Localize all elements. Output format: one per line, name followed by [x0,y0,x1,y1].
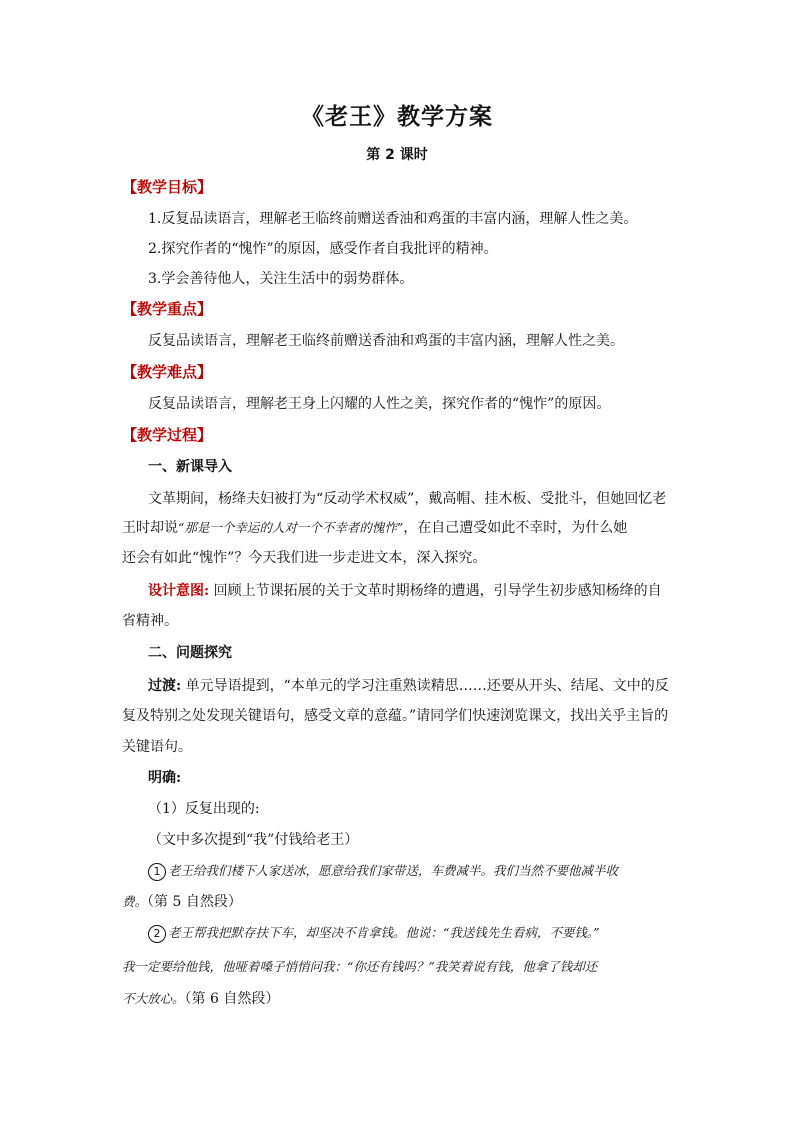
design-intent-line [148,580,662,602]
goals-label: 【教学目标】 [122,178,213,196]
quote-line [122,988,279,1010]
paragraph-line: 复及特别之处发现关键语句，感受文章的意蕴。”请同学们快速浏览课文，找出关乎主旨的 [122,708,669,724]
key-points-text: 反复品读语言，理解老王临终前赠送香油和鸡蛋的丰富内涵，理解人性之美。 [148,333,624,349]
circled-number: 1 [148,863,166,881]
difficulties-label: 【教学难点】 [122,363,213,381]
design-intent-label: 设计意图: [148,583,210,599]
section-heading-difficulties [122,361,212,383]
point-heading: （1）反复出现的: [148,801,260,817]
quote-span: 费。 [122,894,148,909]
paragraph-line: 还会有如此“愧怍”？今天我们进一步走进文本，深入探究。 [122,550,487,566]
quote-span: 不大放心。 [122,991,185,1006]
goal-item: 3.学会善待他人，关注生活中的弱势群体。 [148,271,414,287]
clarify-label: 明确: [148,770,182,786]
transition-line [148,675,669,697]
paragraph-line: 关键语句。 [122,739,192,755]
source-span: （第 6 自然段） [184,991,280,1007]
quote-span: 老王给我们楼下人家送冰，愿意给我们家带送，车费减半。我们当然不要他减半收 [168,863,619,878]
paragraph-line: 文革期间，杨绛夫妇被打为“反动学术权威”，戴高帽、挂木板、受批斗，但她回忆老 [148,491,667,507]
quote-span: “那是一个幸运的人对一个不幸者的愧怍” [178,520,404,535]
section-heading-process [122,424,212,446]
section-heading-key-points [122,298,212,320]
quote-line [148,922,600,944]
quote-span: 老王帮我把默存扶下车，却坚决不肯拿钱。他说：“我送钱先生看病，不要钱。” [168,925,600,940]
text-span: 王时却说 [122,520,178,536]
quote-line [122,956,597,978]
difficulties-text: 反复品读语言，理解老王身上闪耀的人性之美，探究作者的“愧怍”的原因。 [148,396,611,412]
subsection-title: 二、问题探究 [148,645,232,661]
section-heading-goals [122,176,212,198]
goal-item: 1.反复品读语言，理解老王临终前赠送香油和鸡蛋的丰富内涵，理解人性之美。 [148,211,638,227]
quote-span: 我一定要给他钱，他哑着嗓子悄悄问我：“你还有钱吗？”我笑着说有钱，他拿了钱却还 [122,959,598,974]
text-span: 回顾上节课拓展的关于文革时期杨绛的遭遇，引导学生初步感知杨绛的自 [209,583,662,599]
key-points-label: 【教学重点】 [122,300,213,318]
document-title: 《老王》教学方案 [301,104,493,130]
quote-line [148,860,618,882]
circled-number: 2 [148,925,166,943]
text-span: ，在自己遭受如此不幸时，为什么她 [403,520,628,536]
goal-item: 2.探究作者的“愧怍”的原因，感受作者自我批评的精神。 [148,241,498,257]
paragraph-line [122,517,627,539]
process-label: 【教学过程】 [122,426,213,444]
point-note: （文中多次提到“我”付钱给老王） [148,832,359,848]
subsection-title: 一、新课导入 [148,459,232,475]
lesson-number: 第 2 课时 [366,147,428,163]
paragraph-line: 省精神。 [122,613,178,629]
source-span: （第 5 自然段） [147,894,242,910]
quote-line [122,891,242,913]
transition-label: 过渡: [148,678,182,694]
text-span: 单元导语提到，“本单元的学习注重熟读精思……还要从开头、结尾、文中的反 [181,678,669,694]
